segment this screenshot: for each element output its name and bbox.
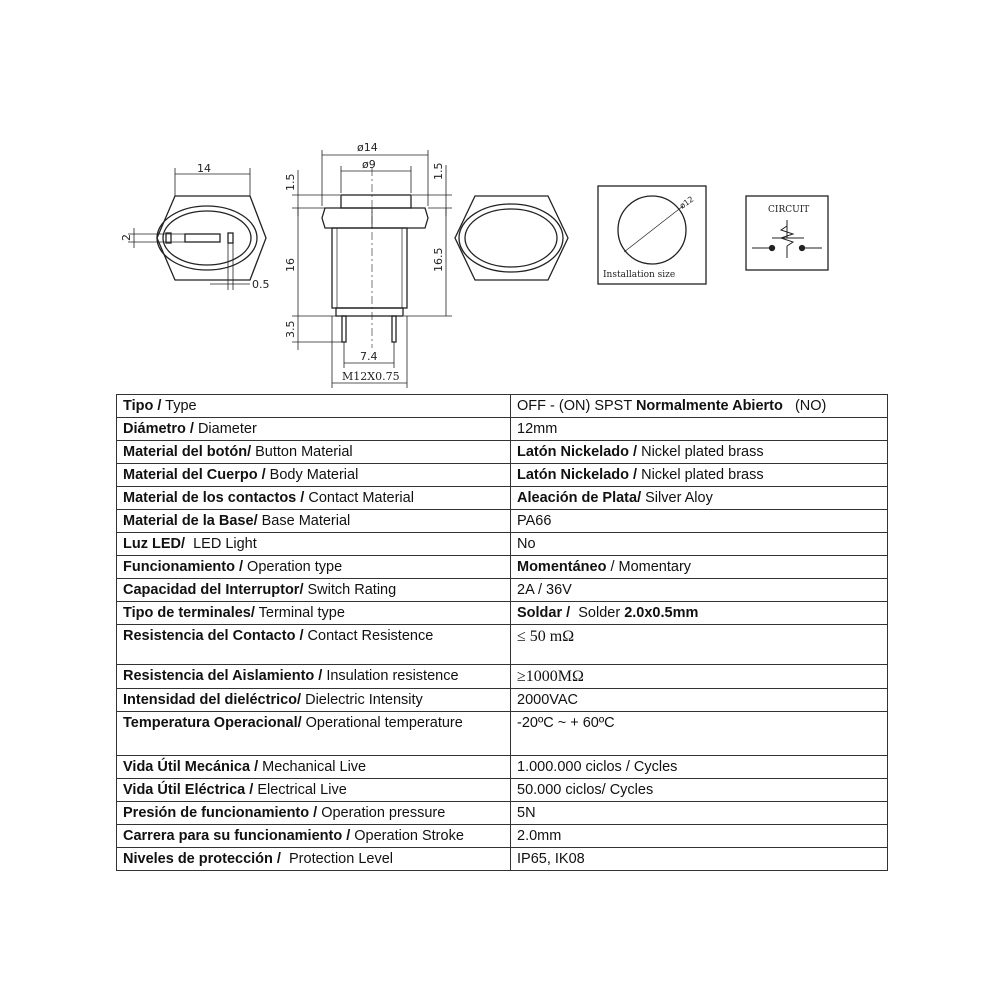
table-row bbox=[117, 779, 888, 802]
specifications-table bbox=[116, 394, 888, 871]
spec-property-en: Operation pressure bbox=[317, 805, 446, 821]
spec-property bbox=[117, 395, 511, 418]
spec-property-es: Funcionamiento / bbox=[123, 559, 244, 575]
spec-value bbox=[511, 441, 888, 464]
spec-property-en: Operation Stroke bbox=[350, 828, 464, 844]
spec-property-en: Contact Resistence bbox=[303, 628, 434, 644]
spec-property-es: Resistencia del Aislamiento / bbox=[123, 668, 323, 684]
top-view-drawing bbox=[128, 168, 266, 290]
spec-value bbox=[511, 802, 888, 825]
spec-property-en: Operational temperature bbox=[301, 715, 463, 731]
spec-property-es: Niveles de protección / bbox=[123, 851, 281, 867]
spec-value-text: Latón Nickelado / bbox=[517, 467, 638, 483]
spec-value bbox=[511, 665, 888, 689]
spec-value bbox=[511, 779, 888, 802]
spec-value-text: -20ºC ~ + 60ºC bbox=[517, 715, 615, 731]
spec-value bbox=[511, 579, 888, 602]
spec-value-text: PA66 bbox=[517, 513, 552, 529]
spec-property bbox=[117, 802, 511, 825]
spec-property-es: Tipo / bbox=[123, 398, 162, 414]
spec-value-text: 5N bbox=[517, 805, 536, 821]
spec-value bbox=[511, 848, 888, 871]
table-row bbox=[117, 625, 888, 665]
table-row bbox=[117, 395, 888, 418]
spec-property-es: Presión de funcionamiento / bbox=[123, 805, 318, 821]
dim-button-diameter: ø9 bbox=[362, 158, 376, 171]
spec-value-text: Normalmente Abierto bbox=[635, 398, 783, 414]
spec-value-text: Nickel plated brass bbox=[637, 444, 764, 460]
spec-property-es: Material del Cuerpo / bbox=[123, 467, 266, 483]
spec-value-text: 2A / 36V bbox=[517, 582, 572, 598]
dim-outer-diameter: ø14 bbox=[357, 141, 378, 154]
spec-property bbox=[117, 625, 511, 665]
dim-cap-left: 1.5 bbox=[284, 173, 297, 191]
spec-value-text: 2.0x0.5mm bbox=[624, 605, 699, 621]
spec-value-text: 2000VAC bbox=[517, 692, 578, 708]
spec-value-text: 2.0mm bbox=[517, 828, 562, 844]
spec-property-en: Dielectric Intensity bbox=[301, 692, 423, 708]
spec-property-en: Contact Material bbox=[304, 490, 414, 506]
installation-size-label: Installation size bbox=[603, 270, 676, 280]
spec-property-en: Type bbox=[161, 398, 197, 414]
spec-value bbox=[511, 602, 888, 625]
spec-value bbox=[511, 487, 888, 510]
spec-value-text: OFF - (ON) SPST bbox=[517, 398, 636, 414]
table-row bbox=[117, 825, 888, 848]
spec-value-text: ≤ 50 mΩ bbox=[517, 628, 575, 645]
spec-property bbox=[117, 848, 511, 871]
spec-property bbox=[117, 533, 511, 556]
dim-hole-diameter: ø12 bbox=[677, 194, 696, 211]
spec-property bbox=[117, 756, 511, 779]
spec-value bbox=[511, 825, 888, 848]
spec-value-text: Aleación de Plata/ bbox=[517, 490, 642, 506]
table-row bbox=[117, 556, 888, 579]
spec-value-text: Soldar / bbox=[517, 605, 571, 621]
spec-property bbox=[117, 665, 511, 689]
spec-property-en: Electrical Live bbox=[253, 782, 347, 798]
spec-property bbox=[117, 779, 511, 802]
dim-total-height: 16.5 bbox=[432, 247, 445, 272]
spec-value-text: Solder bbox=[570, 605, 625, 621]
spec-value bbox=[511, 510, 888, 533]
spec-property-en: Base Material bbox=[257, 513, 351, 529]
table-row bbox=[117, 441, 888, 464]
spec-property-en: Mechanical Live bbox=[258, 759, 367, 775]
table-row bbox=[117, 712, 888, 756]
circuit-label: CIRCUIT bbox=[768, 205, 810, 215]
spec-property-es: Temperatura Operacional/ bbox=[123, 715, 302, 731]
spec-value bbox=[511, 712, 888, 756]
spec-property-es: Capacidad del Interruptor/ bbox=[123, 582, 304, 598]
table-row bbox=[117, 689, 888, 712]
spec-property bbox=[117, 441, 511, 464]
spec-property-en: LED Light bbox=[185, 536, 257, 552]
spec-value-text: Momentáneo bbox=[517, 559, 607, 575]
table-row bbox=[117, 848, 888, 871]
spec-property-en: Operation type bbox=[243, 559, 343, 575]
spec-property-es: Diámetro / bbox=[123, 421, 194, 437]
spec-value bbox=[511, 464, 888, 487]
spec-value bbox=[511, 625, 888, 665]
spec-value bbox=[511, 395, 888, 418]
table-row bbox=[117, 602, 888, 625]
spec-value bbox=[511, 418, 888, 441]
spec-property bbox=[117, 712, 511, 756]
spec-value bbox=[511, 689, 888, 712]
spec-property-en: Switch Rating bbox=[303, 582, 397, 598]
spec-property-en: Button Material bbox=[251, 444, 353, 460]
table-row bbox=[117, 802, 888, 825]
spec-value-text: Nickel plated brass bbox=[637, 467, 764, 483]
spec-value-text: 12mm bbox=[517, 421, 558, 437]
spec-property bbox=[117, 825, 511, 848]
table-row bbox=[117, 533, 888, 556]
spec-property-es: Luz LED/ bbox=[123, 536, 186, 552]
spec-value-text: (NO) bbox=[782, 398, 827, 414]
spec-property bbox=[117, 579, 511, 602]
spec-property-es: Vida Útil Mecánica / bbox=[123, 759, 259, 775]
spec-value bbox=[511, 533, 888, 556]
spec-property-es: Carrera para su funcionamiento / bbox=[123, 828, 351, 844]
table-row bbox=[117, 418, 888, 441]
table-row bbox=[117, 464, 888, 487]
spec-property-en: Diameter bbox=[193, 421, 257, 437]
dim-slot-height: 2 bbox=[120, 234, 133, 241]
spec-value-text: / Momentary bbox=[606, 559, 692, 575]
spec-property bbox=[117, 689, 511, 712]
spec-property-es: Material de la Base/ bbox=[123, 513, 258, 529]
spec-value bbox=[511, 556, 888, 579]
front-view-drawing bbox=[455, 196, 568, 280]
spec-property bbox=[117, 487, 511, 510]
spec-property-es: Resistencia del Contacto / bbox=[123, 628, 304, 644]
spec-value bbox=[511, 756, 888, 779]
spec-property-en: Body Material bbox=[265, 467, 359, 483]
table-row bbox=[117, 579, 888, 602]
spec-value-text: 50.000 ciclos/ Cycles bbox=[517, 782, 654, 798]
dim-terminal-spacing: 7.4 bbox=[360, 350, 378, 363]
spec-value-text: ≥1000MΩ bbox=[517, 668, 584, 685]
dim-body-height: 16 bbox=[284, 258, 297, 272]
spec-property-es: Vida Útil Eléctrica / bbox=[123, 782, 254, 798]
spec-property-en: Protection Level bbox=[280, 851, 393, 867]
table-row bbox=[117, 665, 888, 689]
dim-thread: M12X0.75 bbox=[342, 370, 400, 383]
table-row bbox=[117, 756, 888, 779]
spec-value-text: Latón Nickelado / bbox=[517, 444, 638, 460]
spec-property bbox=[117, 510, 511, 533]
spec-value-text: IP65, IK08 bbox=[517, 851, 585, 867]
spec-property bbox=[117, 602, 511, 625]
spec-value-text: 1.000.000 ciclos / Cycles bbox=[517, 759, 678, 775]
technical-drawing bbox=[0, 0, 1000, 392]
dim-cap-right: 1.5 bbox=[432, 162, 445, 180]
spec-property-es: Material del botón/ bbox=[123, 444, 252, 460]
spec-property-es: Material de los contactos / bbox=[123, 490, 305, 506]
spec-property-es: Tipo de terminales/ bbox=[123, 605, 255, 621]
dim-slot-gap: 0.5 bbox=[252, 278, 270, 291]
spec-property-en: Insulation resistence bbox=[322, 668, 459, 684]
dim-terminal-height: 3.5 bbox=[284, 320, 297, 338]
table-row bbox=[117, 510, 888, 533]
spec-value-text: Silver Aloy bbox=[641, 490, 713, 506]
spec-property bbox=[117, 464, 511, 487]
dim-side-width: 14 bbox=[197, 162, 211, 175]
spec-property bbox=[117, 556, 511, 579]
spec-property bbox=[117, 418, 511, 441]
table-row bbox=[117, 487, 888, 510]
spec-property-es: Intensidad del dieléctrico/ bbox=[123, 692, 302, 708]
spec-property-en: Terminal type bbox=[254, 605, 345, 621]
spec-value-text: No bbox=[517, 536, 536, 552]
